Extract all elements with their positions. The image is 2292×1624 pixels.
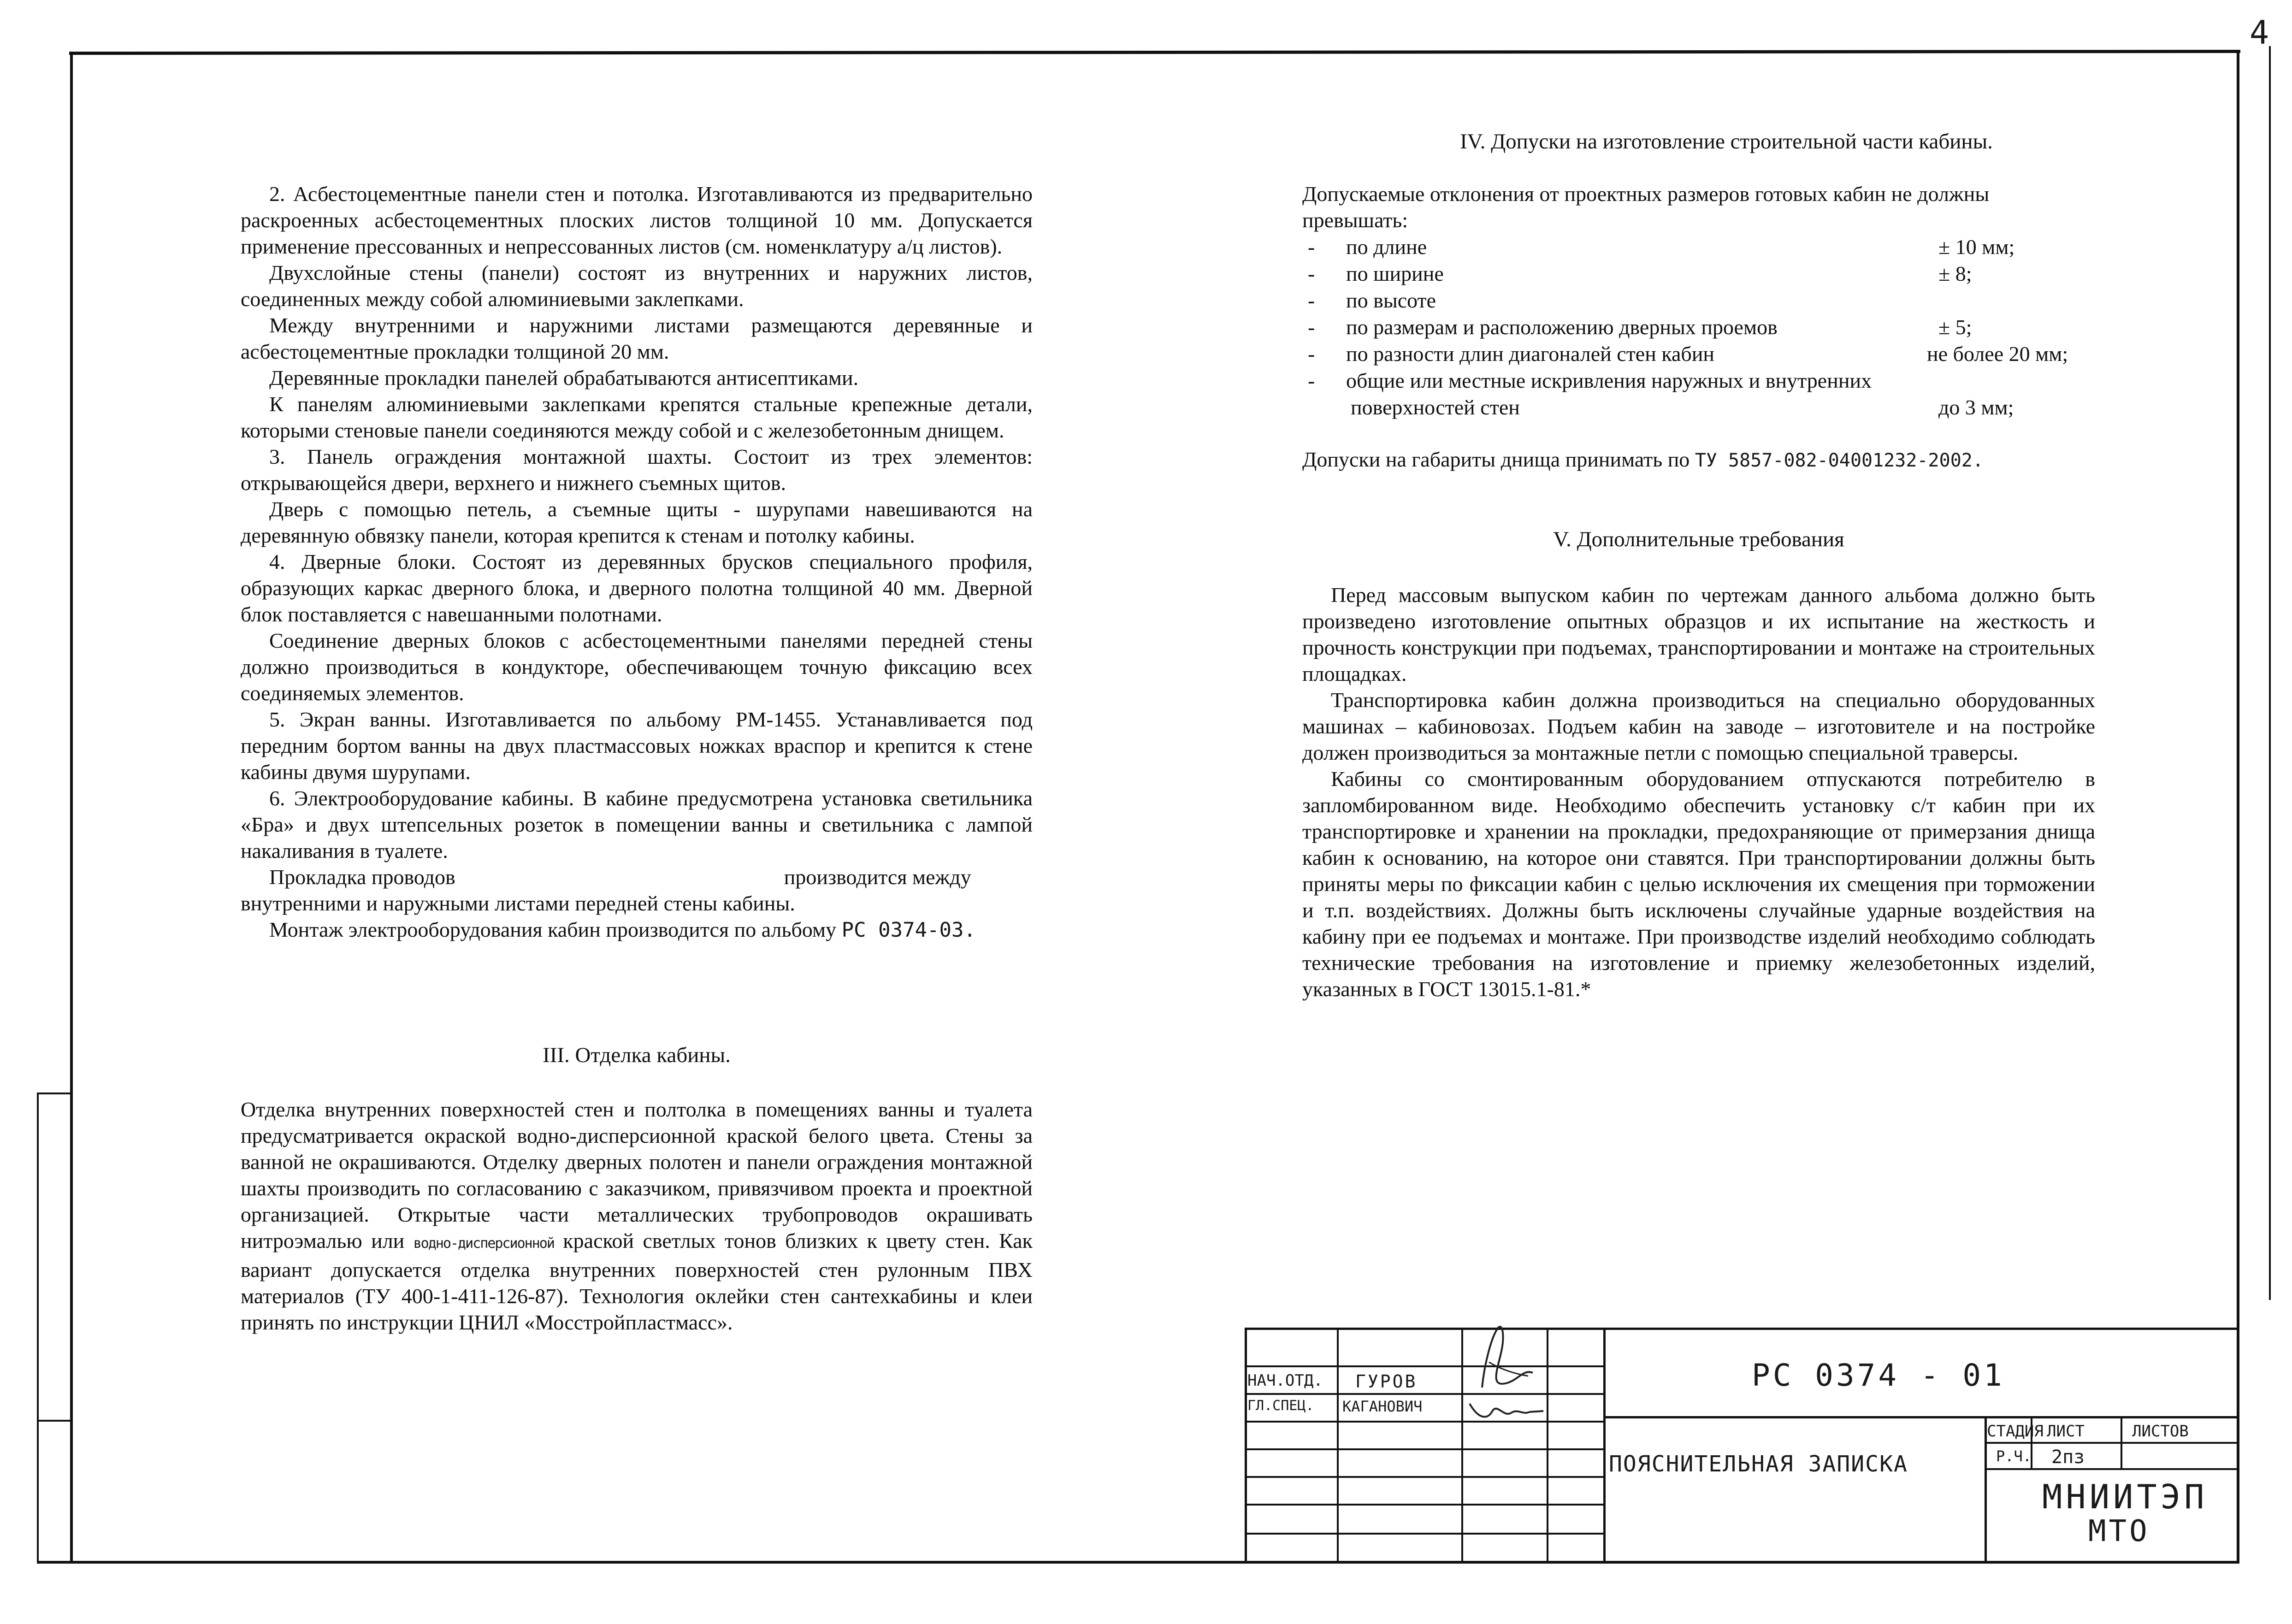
para-sealed-delivery: Кабины со смонтированным оборудованием отпускаются потребителю в запломбированном виде. Необходимо обеспечить установку с/т кабин при их транспортировке и хранении на прокладки, предохраняющие от примерзания днища кабин к основанию, на которое они ставятся. При транспортировании должны быть приняты меры по фиксации кабин с целью исключения их смещения при торможении и т.п. воздействиях. Должны быть исключены случайные ударные воздействия на кабину при ее подъемах и монтаже. При производстве изделий необходимо соблюдать технические требования на изготовление и приемку железобетонных изделий, указанных в ГОСТ 13015.1-81.* xyxy=(1302,767,2095,1001)
frame-bottom-border xyxy=(37,1561,2239,1564)
section-5-body xyxy=(1302,582,2095,1002)
frame-left-border xyxy=(70,53,73,1563)
electrical-album-ref: РС 0374-03. xyxy=(841,918,976,942)
frame-top-border xyxy=(69,50,2240,55)
tolerance-row-width: - по ширине ± 8; xyxy=(1302,260,2095,287)
tolerance-row-length: - по длине ± 10 мм; xyxy=(1302,234,2095,260)
stamp-list-value: 2пз xyxy=(2051,1447,2085,1468)
frame-right-border xyxy=(2237,51,2239,1564)
tolerance-label: поверхностей стен xyxy=(1351,396,1520,419)
section-3-body xyxy=(241,1096,1033,1335)
stamp-left-line xyxy=(1245,1328,1247,1563)
stamp-org-line2: МТО xyxy=(2088,1514,2150,1548)
binding-strip-mid xyxy=(37,1420,72,1422)
stamp-stadia-value: Р.Ч. xyxy=(1996,1447,2032,1465)
stamp-signer2-name: КАГАНОВИЧ xyxy=(1342,1398,1423,1415)
tolerance-row-height: - по высоте xyxy=(1302,287,2095,314)
corner-sheet-number: 4 xyxy=(2250,14,2269,52)
wiring-text-a: Прокладка проводов xyxy=(269,865,455,889)
finishing-text-b: краской светлых тонов близких к цвету стен. Как вариант допускается отделка внутренних поверхностей стен рулонным ПВХ материалов (ТУ 400-1-411-126-87). Технология оклейки стен сантехкабины и клеи принять по инструкции ЦНИЛ «Мосстройпластмасс». xyxy=(241,1229,1033,1334)
tolerance-row-curvature: - общие или местные искривления наружных и внутренних xyxy=(1302,367,2095,394)
tolerance-value: не более 20 мм; xyxy=(1927,342,2068,366)
para-electrical-mount xyxy=(241,916,1033,943)
para-electrical: 6. Электрооборудование кабины. В кабине предусмотрена установка светильника «Бра» и двух штепсельных розеток в помещении ванны и светильника с лампой накаливания в туалете. xyxy=(241,786,1033,862)
para-prototype-test: Перед массовым выпуском кабин по чертежам данного альбома должно быть произведено изготовление опытных образцов и их испытание на жесткость и прочность конструкции при подъемах, транспортировании и монтаже на строительных площадках. xyxy=(1302,583,2095,685)
section-4-title: IV. Допуски на изготовление строительной части кабины. xyxy=(1460,130,1993,154)
tolerance-value: до 3 мм; xyxy=(1938,396,2014,419)
stamp-designation-bottom xyxy=(1604,1416,2239,1418)
frame-right-outer-line xyxy=(2269,46,2271,1300)
section-3-title: III. Отделка кабины. xyxy=(543,1043,731,1067)
stamp-designation: РС 0374 - 01 xyxy=(1752,1358,2005,1393)
signature-2-icon xyxy=(1465,1394,1546,1422)
tolerance-label: по ширине xyxy=(1346,262,1444,285)
para-wiring-cont: внутренними и наружными листами передней стены кабины. xyxy=(241,892,795,915)
para-door-joint: Соединение дверных блоков с асбестоцементными панелями передней стены должно производиться в кондукторе, обеспечивающем точную фиксацию всех соединяемых элементов. xyxy=(241,629,1033,705)
section-5-title: V. Дополнительные требования xyxy=(1553,527,1844,551)
finishing-text-a: Отделка внутренних поверхностей стен и полтолка в помещениях ванны и туалета предусматривается окраской водно-дисперсионной краской белого цвета. Стены за ванной не окрашиваются. Отделку дверных полотен и панели ограждения монтажной шахты производить по согласованию с заказчиком, привязчивом проекта и проектной организацией. Открытые части металлических трубопроводов окрашивать нитроэмалью или xyxy=(241,1098,1033,1252)
stamp-signer1-name: ГУРОВ xyxy=(1355,1371,1418,1392)
para-panels: 2. Асбестоцементные панели стен и потолка. Изготавливаются из предварительно раскроенных асбестоцементных плоских листов толщиной 10 мм. Допускается применение прессованных и непрессованных листов (см. номенклатуру а/ц листов). xyxy=(241,182,1033,258)
para-door-hinges: Дверь с помощью петель, а съемные щиты - шурупами навешиваются на деревянную обвязку панели, которая крепится к стенам и потолку кабины. xyxy=(241,497,1033,547)
tolerance-label: по размерам и расположению дверных проемов xyxy=(1346,315,1778,339)
tolerance-value: ± 5; xyxy=(1938,315,1972,339)
bottom-tolerance-note xyxy=(1302,447,1984,472)
tolerance-label: по высоте xyxy=(1346,289,1436,312)
para-fasteners: К панелям алюминиевыми заклепками крепятся стальные крепежные детали, которыми стеновые панели соединяются между собой и с железобетонным днищем. xyxy=(241,392,1033,442)
stamp-top-line xyxy=(1245,1328,2239,1330)
binding-strip-top xyxy=(37,1093,72,1094)
stamp-list-label: ЛИСТ xyxy=(2047,1422,2085,1441)
left-column xyxy=(241,181,1033,943)
para-shaft-panel: 3. Панель ограждения монтажной шахты. Состоит из трех элементов: открывающейся двери, верхнего и нижнего съемных щитов. xyxy=(241,445,1033,495)
para-bath-screen: 5. Экран ванны. Изготавливается по альбому РМ-1455. Устанавливается под передним бортом ванны на двух пластмассовых ножках враспор и крепится к стене кабины двумя шурупами. xyxy=(241,708,1033,784)
signature-1-icon xyxy=(1464,1318,1547,1394)
tolerance-row-doors: - по размерам и расположению дверных проемов ± 5; xyxy=(1302,314,2095,341)
stamp-signer1-role: НАЧ.ОТД. xyxy=(1247,1371,1323,1390)
stamp-stadia-label: СТАДИЯ xyxy=(1987,1422,2044,1441)
para-wiring xyxy=(241,864,1033,890)
tolerance-label: по длине xyxy=(1346,235,1427,259)
wiring-text-b: производится между xyxy=(784,865,971,889)
para-finishing xyxy=(241,1096,1033,1335)
para-antiseptic: Деревянные прокладки панелей обрабатываются антисептиками. xyxy=(269,366,859,390)
stamp-doc-title: ПОЯСНИТЕЛЬНАЯ ЗАПИСКА xyxy=(1609,1451,1908,1477)
tolerances-intro: Допускаемые отклонения от проектных размеров готовых кабин не должны превышать: xyxy=(1302,182,1990,232)
bottom-tolerance-text: Допуски на габариты днища принимать по xyxy=(1302,448,1690,471)
para-spacers: Между внутренними и наружними листами размещаются деревянные и асбестоцементные прокладки толщиной 20 мм. xyxy=(241,313,1033,363)
para-two-layer-walls: Двухслойные стены (панели) состоят из внутренних и наружних листов, соединенных между собой алюминиевыми заклепками. xyxy=(241,261,1033,311)
finishing-handwritten: водно-дисперсионной xyxy=(413,1235,554,1252)
binding-strip-left xyxy=(37,1093,39,1563)
tolerance-value: ± 10 мм; xyxy=(1938,235,2015,259)
electrical-mount-text: Монтаж электрооборудования кабин производится по альбому xyxy=(269,918,837,941)
tolerance-value: ± 8; xyxy=(1938,262,1972,285)
stamp-org-line1: МНИИТЭП xyxy=(2042,1477,2208,1516)
stamp-listov-label: ЛИСТОВ xyxy=(2132,1422,2189,1441)
para-door-blocks: 4. Дверные блоки. Состоят из деревянных брусков специального профиля, образующих каркас дверного блока, и дверного полотна толщиной 40 мм. Дверной блок поставляется с навешанными полотнами. xyxy=(241,550,1033,626)
tolerance-label: общие или местные искривления наружных и внутренних xyxy=(1346,369,1872,392)
bottom-tolerance-ref: ТУ 5857-082-04001232-2002. xyxy=(1695,450,1984,471)
tolerance-list xyxy=(1302,234,2095,421)
tolerance-row-curvature-2 xyxy=(1302,394,2095,421)
tolerance-label: по разности длин диагоналей стен кабин xyxy=(1346,342,1715,366)
stamp-signer2-role: ГЛ.СПЕЦ. xyxy=(1247,1398,1314,1414)
para-transport: Транспортировка кабин должна производиться на специально оборудованных машинах – кабиновозах. Подъем кабин на заводе – изготовителе и на постройке должен производиться за монтажные петли с помощью специальной траверсы. xyxy=(1302,688,2095,764)
tolerance-row-diagonals: - по разности длин диагоналей стен кабин не более 20 мм; xyxy=(1302,341,2095,367)
